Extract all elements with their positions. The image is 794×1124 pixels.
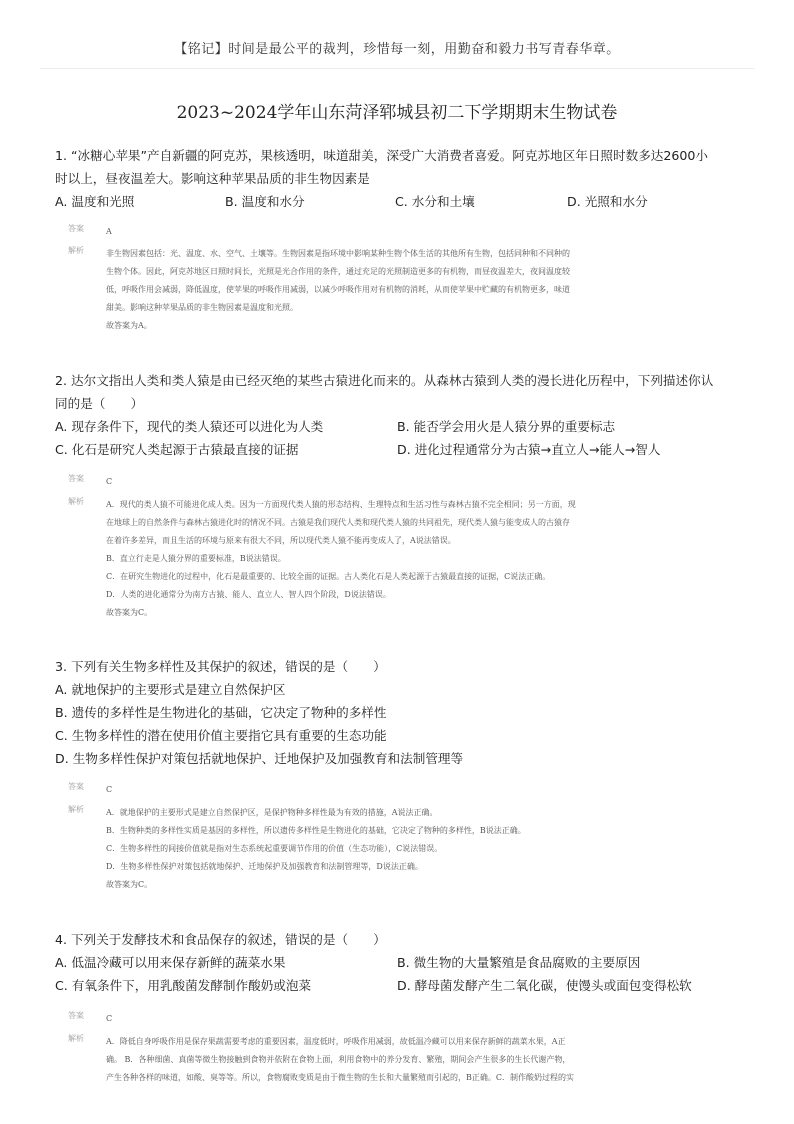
explanation-line: A．就地保护的主要形式是建立自然保护区，是保护物种多样性最为有效的措施，A说法正确。 [106, 808, 438, 817]
explanation-line: A．降低自身呼吸作用是保存果蔬需要考虑的重要因素，温度低时，呼吸作用减弱，故低温冷藏可以用来保存新鲜的蔬菜水果，A正 [106, 1037, 566, 1046]
explanation-line: 生物个体。因此，阿克苏地区日照时间长，光照是光合作用的条件，通过充足的光照制造更多的有机物，而昼夜温差大，夜间温度较 [106, 267, 570, 276]
question-1 [55, 144, 745, 213]
option-b: B. 微生物的大量繁殖是食品腐败的主要原因 [397, 955, 641, 970]
explanation-line: B．生物种类的多样性实质是基因的多样性，所以遗传多样性是生物进化的基础，它决定了物种的多样性，B说法正确。 [106, 826, 526, 835]
explanation-line: 故答案为A。 [106, 321, 152, 330]
explanation-label: 解析 [68, 497, 84, 506]
explanation-label: 解析 [68, 805, 84, 814]
answer-value: A [106, 227, 112, 236]
explanation-line: 低，呼吸作用会减弱，降低温度，使苹果的呼吸作用减弱，以减少呼吸作用对有机物的消耗，从而使苹果中贮藏的有机物更多，味道 [106, 285, 570, 294]
answer-label: 答案 [68, 474, 84, 483]
answer-value: C [106, 477, 113, 486]
option-c: C. 生物多样性的潜在使用价值主要指它具有重要的生态功能 [55, 728, 387, 743]
option-d: D. 进化过程通常分为古猿→直立人→能人→智人 [397, 442, 661, 457]
option-b: B. 温度和水分 [225, 194, 305, 209]
explanation-line: 确。 B．各种细菌、真菌等微生物接触到食物并依附在食物上面，利用食物中的养分发育、繁殖，期间会产生很多的生长代谢产物， [106, 1055, 571, 1064]
question-stem: 1. “冰糖心苹果”产自新疆的阿克苏，果核透明，味道甜美，深受广大消费者喜爱。阿克苏地区年日照时数多达2600小 [55, 148, 709, 163]
option-b: B. 遗传的多样性是生物进化的基础，它决定了物种的多样性 [55, 705, 387, 720]
explanation-line: C．生物多样性的间接价值就是指对生态系统起重要调节作用的价值（生态功能），C说法错误。 [106, 844, 443, 853]
explanation-line: 在着许多差异，而且生活的环境与原来有很大不同，所以现代类人猿不能再变成人了，A说法错误。 [106, 536, 456, 545]
option-c: C. 化石是研究人类起源于古猿最直接的证据 [55, 442, 299, 457]
explanation-line: D．生物多样性保护对策包括就地保护、迁地保护及加强教育和法制管理等，D说法正确。 [106, 862, 423, 871]
question-stem: 3. 下列有关生物多样性及其保护的叙述，错误的是（ ） [55, 659, 386, 674]
header-divider [40, 68, 754, 69]
explanation-line: B．直立行走是人猿分界的重要标准，B说法错误。 [106, 554, 286, 563]
option-b: B. 能否学会用火是人猿分界的重要标志 [397, 419, 616, 434]
motto-banner: 【铭记】时间是最公平的裁判，珍惜每一刻，用勤奋和毅力书写青春华章。 [174, 42, 620, 57]
option-a: A. 温度和光照 [55, 194, 135, 209]
option-d: D. 酵母菌发酵产生二氧化碳，使馒头或面包变得松软 [397, 978, 692, 993]
question-stem: 同的是（ ） [55, 396, 144, 411]
option-a: A. 低温冷藏可以用来保存新鲜的蔬菜水果 [55, 955, 286, 970]
explanation-line: C．在研究生物进化的过程中，化石是最重要的、比较全面的证据。古人类化石是人类起源于古猿最直接的证据，C说法正确。 [106, 572, 551, 581]
answer-label: 答案 [68, 224, 84, 233]
question-stem: 2. 达尔文指出人类和类人猿是由已经灭绝的某些古猿进化而来的。从森林古猿到人类的漫长进化历程中，下列描述你认 [55, 373, 714, 388]
explanation-line: 故答案为C。 [106, 880, 153, 889]
explanation-line: 产生各种各样的味道，如酸、臭等等。所以，食物腐败变质是由于微生物的生长和大量繁殖而引起的，B正确。C．制作酸奶过程的实 [106, 1073, 574, 1082]
option-c: C. 有氧条件下，用乳酸菌发酵制作酸奶或泡菜 [55, 978, 312, 993]
option-d: D. 生物多样性保护对策包括就地保护、迁地保护及加强教育和法制管理等 [55, 751, 464, 766]
page-title: 2023~2024学年山东菏泽郓城县初二下学期期末生物试卷 [176, 103, 618, 123]
option-c: C. 水分和土壤 [395, 194, 475, 209]
question-4 [55, 928, 745, 997]
explanation-line: 在地球上的自然条件与森林古猿进化时的情况不同。古猿是我们现代人类和现代类人猿的共同祖先，现代类人猿与能变成人的古猿存 [106, 518, 570, 527]
option-d: D. 光照和水分 [567, 194, 648, 209]
answer-value: C [106, 785, 113, 794]
option-a: A. 就地保护的主要形式是建立自然保护区 [55, 682, 286, 697]
question-stem: 4. 下列关于发酵技术和食品保存的叙述，错误的是（ ） [55, 932, 386, 947]
option-a: A. 现存条件下，现代的类人猿还可以进化为人类 [55, 419, 324, 434]
explanation-line: D．人类的进化通常分为南方古猿、能人、直立人、智人四个阶段，D说法错误。 [106, 590, 391, 599]
explanation-line: A．现代的类人猿不可能进化成人类。因为一方面现代类人猿的形态结构、生理特点和生活习性与森林古猿不完全相同；另一方面，现 [106, 500, 576, 509]
answer-label: 答案 [68, 782, 84, 791]
question-3 [55, 655, 745, 770]
answer-value: C [106, 1014, 113, 1023]
question-2 [55, 369, 745, 461]
answer-label: 答案 [68, 1011, 84, 1020]
explanation-line: 甜美。影响这种苹果品质的非生物因素是温度和光照。 [106, 303, 298, 312]
question-stem: 时以上，昼夜温差大。影响这种苹果品质的非生物因素是 [55, 171, 370, 186]
explanation-line: 故答案为C。 [106, 608, 153, 617]
explanation-line: 非生物因素包括：光、温度、水、空气、土壤等。生物因素是指环境中影响某种生物个体生活的其他所有生物，包括同种和不同种的 [106, 249, 570, 258]
explanation-label: 解析 [68, 1034, 84, 1043]
explanation-label: 解析 [68, 246, 84, 255]
